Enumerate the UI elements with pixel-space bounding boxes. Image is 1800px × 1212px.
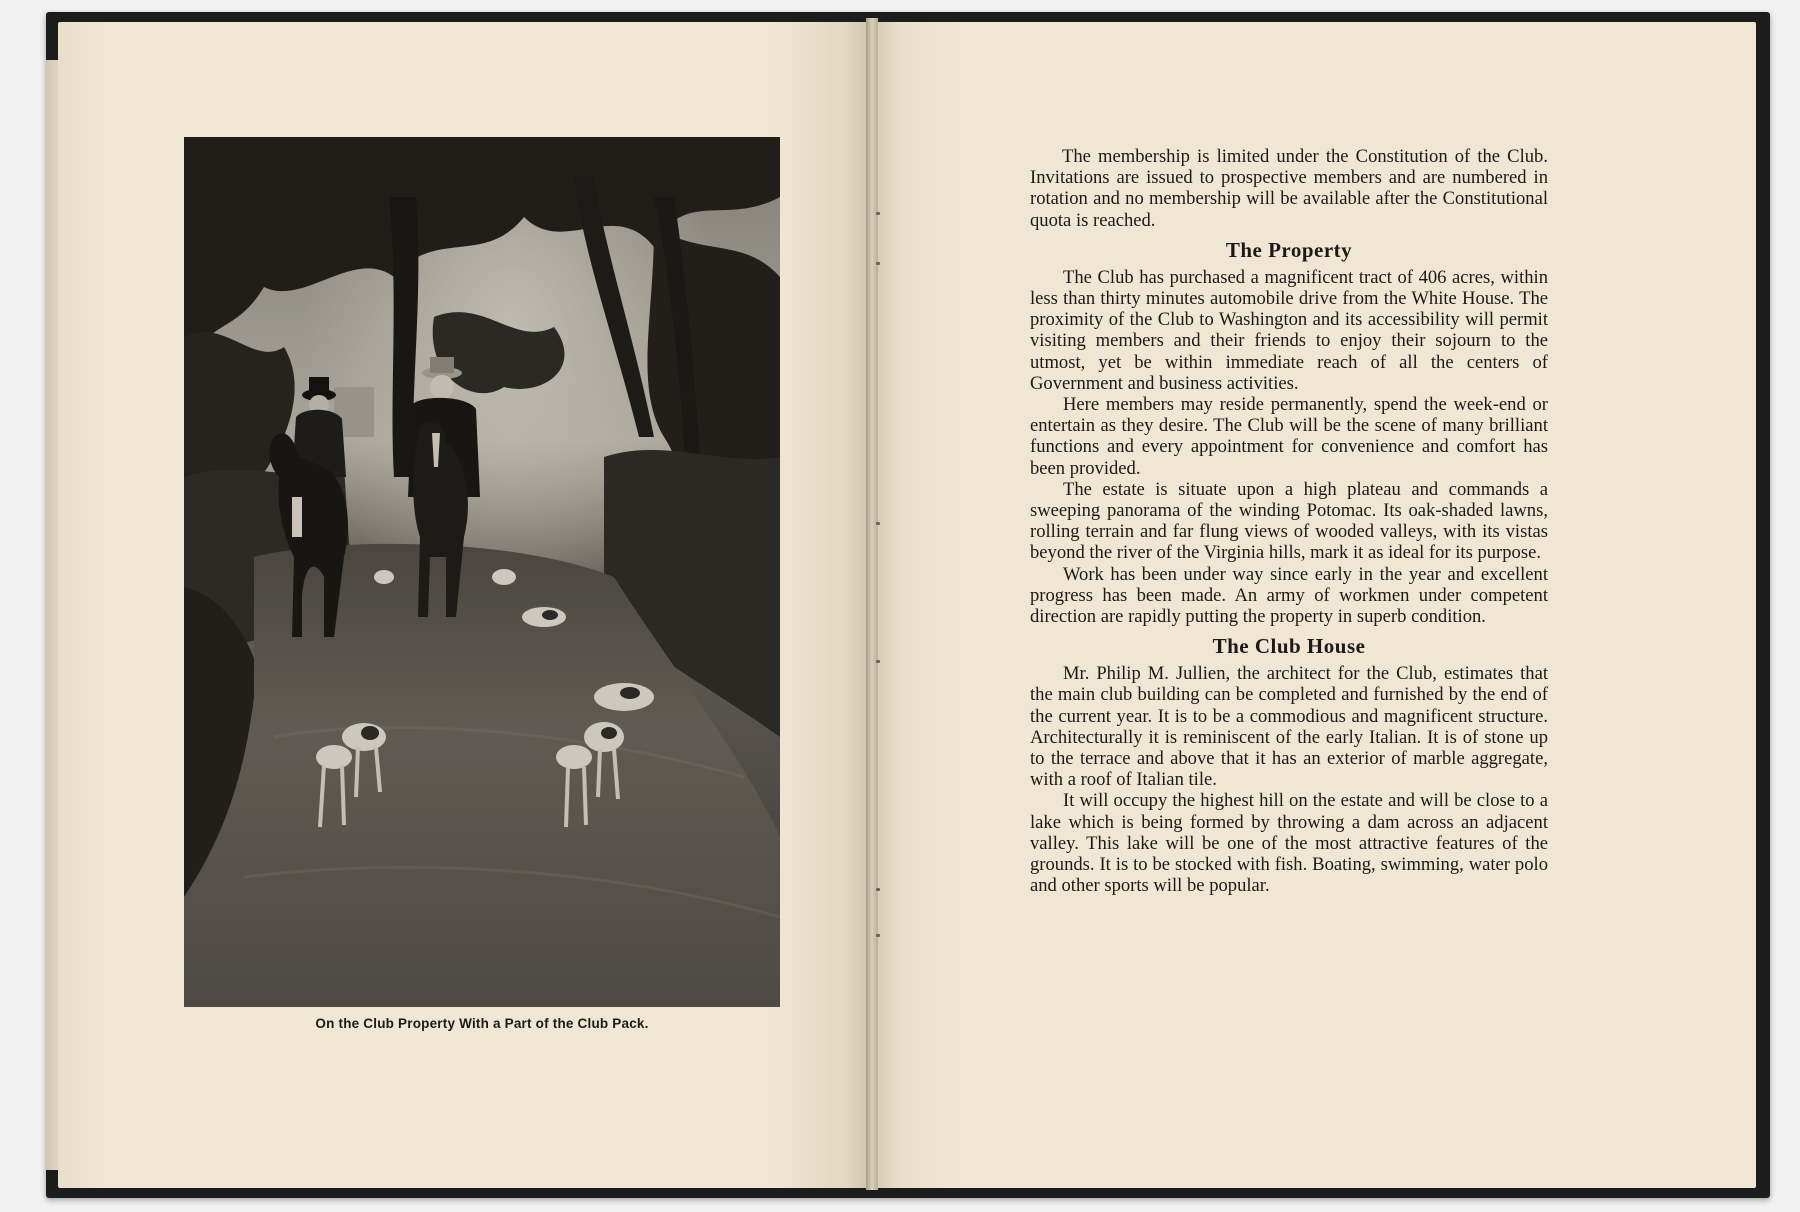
paragraph: Work has been under way since early in the year and excellent progress has been made. An army of workmen under competent direction are rapidly putting the property in superb condition. xyxy=(1030,563,1548,628)
text-column xyxy=(1030,146,1548,897)
binding-stitch xyxy=(876,212,880,215)
book-gutter xyxy=(866,18,878,1190)
photo-caption: On the Club Property With a Part of the Club Pack. xyxy=(315,1016,649,1031)
binding-stitch xyxy=(876,262,880,265)
paragraph: Mr. Philip M. Jullien, the architect for the Club, estimates that the main club building can be completed and furnished by the end of the current year. It is to be a commodious and magnificent structure. Architecturally it is reminiscent of the early Italian. It is of stone up to the terrace and above that it has an exterior of marble aggregate, with a roof of Italian tile. xyxy=(1030,663,1548,791)
paragraph: It will occupy the highest hill on the estate and will be close to a lake which is being formed by throwing a dam across an adjacent valley. This lake will be one of the most attractive features of the grounds. It is to be stocked with fish. Boating, swimming, water polo and other sports will be popular. xyxy=(1030,790,1548,897)
section-heading-club-house: The Club House xyxy=(1212,634,1366,659)
binding-stitch xyxy=(876,934,880,937)
binding-stitch xyxy=(876,660,880,663)
section-heading-property: The Property xyxy=(1225,237,1353,262)
paragraph: Here members may reside permanently, spend the week-end or entertain as they desire. The Club will be the scene of many brilliant functions and every appointment for convenience and comfort has been provided. xyxy=(1030,394,1548,479)
paragraph: The Club has purchased a magnificent tract of 406 acres, within less than thirty minutes automobile drive from the White House. The proximity of the Club to Washington and its accessibility will permit visiting members and their friends to enjoy their sojourn to the utmost, yet be within immediate reach of all the centers of Government and business activities. xyxy=(1030,266,1548,394)
photograph-of-riders-and-hounds xyxy=(184,137,780,1007)
intro-paragraph: The membership is limited under the Constitution of the Club. Invitations are issued to prospective members and are numbered in rotation and no membership will be available after the Constitutional quota is reached. xyxy=(1030,146,1548,231)
paragraph: The estate is situate upon a high plateau and commands a sweeping panorama of the winding Potomac. Its oak-shaded lawns, rolling terrain and far flung views of wooded valleys, with its vistas beyond the river of the Virginia hills, mark it as ideal for its purpose. xyxy=(1030,478,1548,564)
binding-stitch xyxy=(876,888,880,891)
binding-stitch xyxy=(876,522,880,525)
